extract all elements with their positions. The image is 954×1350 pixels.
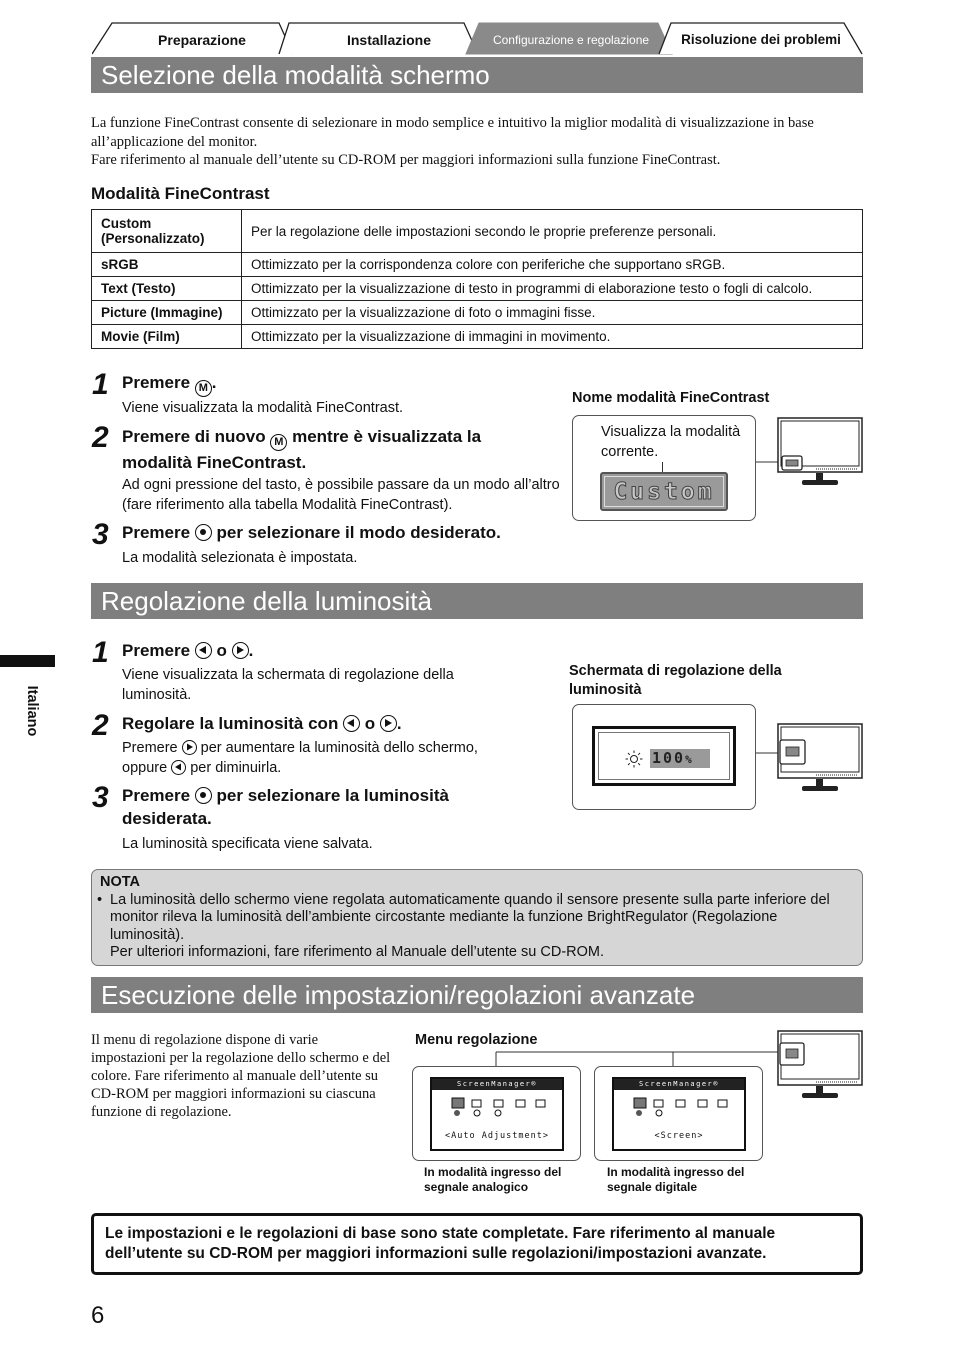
tab-risoluzione[interactable]: Risoluzione dei problemi: [681, 32, 841, 47]
step-heading-pre: Regolare la luminosità con: [122, 714, 339, 733]
step-number: 1: [92, 368, 109, 401]
step-text: [122, 738, 542, 778]
osd-mode-label: [600, 472, 728, 511]
step-number: 2: [92, 709, 109, 742]
tab-installazione[interactable]: Installazione: [346, 32, 432, 48]
nota-box: [91, 869, 863, 966]
step-text: Viene visualizzata la modalità FineContrast.: [122, 400, 404, 416]
step-number: 3: [92, 518, 109, 551]
menu-item-label: <Screen>: [654, 1131, 704, 1141]
finecontrast-table: [91, 209, 863, 349]
figure-caption: Menu regolazione: [415, 1032, 538, 1048]
step-text: Ad ogni pressione del tasto, è possibile passare da un modo all’altro (fare riferimento alla tabella Modalità FineContrast).: [122, 477, 560, 513]
right-arrow-icon: [182, 740, 197, 755]
mode-button-icon: [270, 434, 287, 451]
menu-title: ScreenManager®: [614, 1079, 744, 1090]
step-heading-pre: Premere: [122, 373, 191, 392]
mode-intro-2: Fare riferimento al manuale dell’utente su CD-ROM per maggiori informazioni sulla funzione FineContrast.: [91, 152, 721, 168]
step-text-a: Premere: [122, 740, 178, 756]
menu-analog-box: [412, 1066, 581, 1161]
step-heading: [122, 425, 562, 474]
mode-name: Text (Testo): [92, 277, 242, 301]
mode-button-letter: M: [274, 436, 284, 448]
step-heading: [122, 784, 542, 830]
page-number: 6: [91, 1302, 105, 1329]
sun-icon: [625, 750, 643, 768]
step-text: La luminosità specificata viene salvata.: [122, 836, 373, 852]
menu-icons: [614, 1094, 744, 1118]
nota-text: La luminosità dello schermo viene regolata automaticamente quando il sensore presente sulla parte inferiore del monitor rileva la luminosità dell’ambiente circostante mediante la funzione BrightRegulator (Regolazione luminosità).: [110, 891, 830, 943]
left-arrow-icon: [343, 715, 360, 732]
mode-intro-1: La funzione FineContrast consente di selezionare in modo semplice e intuitivo la miglior modalità di visualizzazione in base all’applicazione del monitor.: [91, 115, 814, 150]
nota-bullet: •: [97, 891, 103, 908]
nota-title: NOTA: [100, 874, 141, 890]
step-text: La modalità selezionata è impostata.: [122, 550, 358, 566]
mode-name: Picture (Immagine): [92, 301, 242, 325]
osd-callout-box: [572, 415, 756, 521]
step-heading-pre: Premere: [122, 523, 191, 542]
step-heading-post: .: [248, 641, 254, 660]
step-heading: [122, 712, 402, 735]
monitor-icon: [754, 416, 866, 490]
mode-desc: Ottimizzato per la corrispondenza colore con periferiche che supportano sRGB.: [242, 253, 863, 277]
step-text: Viene visualizzata la schermata di regolazione della luminosità.: [122, 667, 454, 703]
callout-text: Visualizza la modalità corrente.: [601, 424, 741, 460]
brightness-value: 100: [652, 749, 686, 767]
screenmanager-menu: [430, 1077, 564, 1151]
step-heading: [122, 371, 217, 397]
step-heading-pre: Premere: [122, 786, 191, 805]
table-row: [92, 253, 863, 277]
step-number: 2: [92, 421, 109, 454]
step-heading-mid: o: [216, 641, 227, 660]
step-text-c: oppure: [122, 760, 168, 776]
step-heading-post: per selezionare la luminosità: [216, 786, 449, 805]
menu-icons: [432, 1094, 562, 1118]
menu-digital-caption: In modalità ingresso del segnale digitale: [607, 1165, 745, 1194]
step-heading-post: per selezionare il modo desiderato.: [216, 523, 501, 542]
step-heading: [122, 521, 501, 544]
monitor-icon: [754, 722, 866, 796]
mode-name: Movie (Film): [92, 325, 242, 349]
left-arrow-icon: [195, 642, 212, 659]
step-number: 3: [92, 781, 109, 814]
completion-note: Le impostazioni e le regolazioni di base sono state completate. Fare riferimento al manuale dell’utente su CD-ROM per maggiori informazioni sulle regolazioni/impostazioni avanzate.: [91, 1213, 863, 1275]
step-text-b: per aumentare la luminosità dello schermo,: [200, 740, 478, 756]
table-row: [92, 325, 863, 349]
table-title: Modalità FineContrast: [91, 184, 270, 203]
section-title-mode: Selezione della modalità schermo: [91, 57, 863, 93]
menu-title: ScreenManager®: [432, 1079, 562, 1090]
step-heading-post: mentre è visualizzata la: [292, 427, 482, 446]
side-tab-marker: [0, 655, 55, 667]
osd-mode-text: Custom: [604, 476, 724, 507]
step-heading-post: .: [211, 373, 217, 392]
callout-line: [662, 462, 663, 472]
tab-configurazione[interactable]: Configurazione e regolazione: [492, 33, 650, 47]
step-heading-post: .: [396, 714, 402, 733]
nota-item: [97, 891, 854, 962]
top-tabs: [92, 22, 863, 55]
section-title-advanced: Esecuzione delle impostazioni/regolazioni avanzate: [91, 977, 863, 1013]
advanced-text: Il menu di regolazione dispone di varie impostazioni per la regolazione dello schermo e del colore. Fare riferimento al manuale dell’utente su CD-ROM per maggiori informazioni su ciascuna funzione di regolazione.: [91, 1032, 391, 1120]
mode-button-letter: M: [198, 382, 208, 394]
mode-name: Custom (Personalizzato): [92, 210, 242, 253]
mode-button-icon: [195, 380, 212, 397]
right-arrow-icon: [232, 642, 249, 659]
side-tab: [20, 676, 40, 746]
brightness-value-box: [650, 749, 710, 768]
step-heading-line2: modalità FineContrast.: [122, 453, 307, 472]
table-row: [92, 277, 863, 301]
mode-desc: Ottimizzato per la visualizzazione di testo in programmi di elaborazione testo o fogli di calcolo.: [242, 277, 863, 301]
step-heading-pre: Premere di nuovo: [122, 427, 266, 446]
step-heading-line2: desiderata.: [122, 809, 212, 828]
mode-desc: Ottimizzato per la visualizzazione di foto o immagini fisse.: [242, 301, 863, 325]
mode-intro: [91, 114, 863, 170]
mode-desc: Ottimizzato per la visualizzazione di immagini in movimento.: [242, 325, 863, 349]
section-title-brightness: Regolazione della luminosità: [91, 583, 863, 619]
mode-desc: Per la regolazione delle impostazioni secondo le proprie preferenze personali.: [242, 210, 863, 253]
enter-icon: [195, 787, 212, 804]
menu-digital-box: [594, 1066, 763, 1161]
step-heading-mid: o: [364, 714, 376, 733]
tab-preparazione[interactable]: Preparazione: [158, 32, 246, 48]
table-row: [92, 301, 863, 325]
mode-name: sRGB: [92, 253, 242, 277]
step-number: 1: [92, 636, 109, 669]
step-heading: [122, 639, 253, 662]
side-tab-label: Italiano: [24, 685, 40, 737]
figure-caption: Schermata di regolazione della luminosità: [569, 663, 782, 698]
figure-caption: Nome modalità FineContrast: [572, 390, 770, 406]
menu-item-label: <Auto Adjustment>: [445, 1131, 549, 1141]
nota-text-2: Per ulteriori informazioni, fare riferimento al Manuale dell’utente su CD-ROM.: [110, 944, 604, 960]
brightness-osd: [592, 726, 736, 786]
brightness-unit: %: [685, 753, 692, 766]
step-heading-pre: Premere: [122, 641, 191, 660]
brightness-screen-box: [572, 704, 756, 810]
step-text-d: per diminuirla.: [190, 760, 282, 776]
left-arrow-icon: [171, 760, 186, 775]
screenmanager-menu: [612, 1077, 746, 1151]
right-arrow-icon: [380, 715, 397, 732]
menu-analog-caption: In modalità ingresso del segnale analogico: [424, 1165, 562, 1194]
table-row: [92, 210, 863, 253]
enter-icon: [195, 524, 212, 541]
